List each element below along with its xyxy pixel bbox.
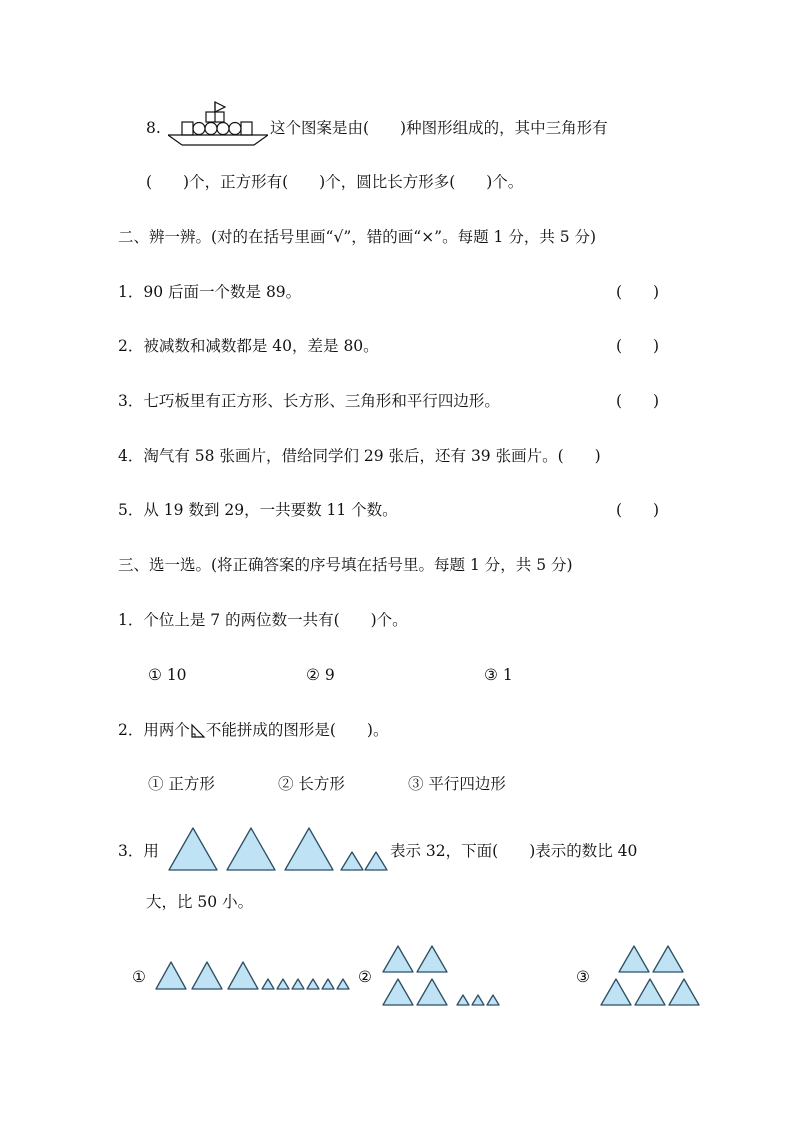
option-1-triangles <box>155 960 353 992</box>
s3-q1-option-2: ② 9 <box>306 666 335 684</box>
s3-q3-text-after: 表示 32，下面( )表示的数比 40 <box>390 842 638 860</box>
s3-q2-text-before: 2．用两个 <box>118 721 190 739</box>
s3-q3-option-2: ② <box>358 968 372 986</box>
s3-q1-option-3: ③ 1 <box>484 666 513 684</box>
large-triangle-icon <box>383 946 413 972</box>
s3-q2-option-2: ② 长方形 <box>278 775 345 793</box>
s2-item-5: 5．从 19 数到 29，一共要数 11 个数。 <box>118 501 398 519</box>
small-triangle-icon <box>341 852 363 870</box>
s3-q3-line2: 大，比 50 小。 <box>146 893 254 911</box>
section2-title: 二、辨一辨。(对的在括号里画“√”，错的画“×”。每题 1 分，共 5 分) <box>118 228 597 246</box>
large-triangle-icon <box>383 979 413 1005</box>
large-triangle-icon <box>601 979 631 1005</box>
q8-line2: ( )个，正方形有( )个，圆比长方形多( )个。 <box>146 173 524 191</box>
s3-q1: 1．个位上是 7 的两位数一共有( )个。 <box>118 611 408 629</box>
s2-item-2: 2．被减数和减数都是 40，差是 80。 <box>118 337 379 355</box>
s3-q3-option-3: ③ <box>576 968 590 986</box>
large-triangle-icon <box>228 962 258 989</box>
s3-q2 <box>118 719 388 741</box>
small-triangle-icon <box>307 979 319 989</box>
small-triangle-icon <box>322 979 334 989</box>
small-triangle-icon <box>457 995 469 1005</box>
large-triangle-icon <box>169 828 217 870</box>
option-3-triangles <box>598 944 704 1008</box>
q3-example-triangles <box>168 826 390 872</box>
large-triangle-icon <box>417 946 447 972</box>
s2-item-2-paren: ( ) <box>616 337 660 355</box>
large-triangle-icon <box>669 979 699 1005</box>
s3-q3-text-before: 3．用 <box>118 842 159 860</box>
s2-item-5-paren: ( ) <box>616 501 660 519</box>
small-triangle-icon <box>337 979 349 989</box>
q8-line1: 这个图案是由( )种图形组成的，其中三角形有 <box>270 119 608 137</box>
right-triangle-icon <box>190 723 206 739</box>
s2-item-3-paren: ( ) <box>616 392 660 410</box>
small-triangle-icon <box>472 995 484 1005</box>
small-triangle-icon <box>262 979 274 989</box>
large-triangle-icon <box>653 946 683 972</box>
large-triangle-icon <box>285 828 333 870</box>
large-triangle-icon <box>635 979 665 1005</box>
large-triangle-icon <box>619 946 649 972</box>
small-triangle-icon <box>277 979 289 989</box>
large-triangle-icon <box>192 962 222 989</box>
small-triangle-icon <box>365 852 387 870</box>
s3-q2-text-after: 不能拼成的图形是( )。 <box>205 721 389 739</box>
ship-figure <box>168 100 268 148</box>
s2-item-1-paren: ( ) <box>616 283 660 301</box>
section3-title: 三、选一选。(将正确答案的序号填在括号里。每题 1 分，共 5 分) <box>118 556 573 574</box>
s2-item-1: 1．90 后面一个数是 89。 <box>118 283 302 301</box>
option-2-triangles <box>380 944 502 1008</box>
large-triangle-icon <box>417 979 447 1005</box>
small-triangle-icon <box>292 979 304 989</box>
s3-q2-option-1: ① 正方形 <box>148 775 215 793</box>
s3-q3-option-1: ① <box>132 968 146 986</box>
s3-q1-option-1: ① 10 <box>148 666 187 684</box>
small-triangle-icon <box>487 995 499 1005</box>
s2-item-3: 3．七巧板里有正方形、长方形、三角形和平行四边形。 <box>118 392 500 410</box>
large-triangle-icon <box>156 962 186 989</box>
s2-item-4: 4．淘气有 58 张画片，借给同学们 29 张后，还有 39 张画片。( ) <box>118 447 601 465</box>
s3-q2-option-3: ③ 平行四边形 <box>408 775 506 793</box>
q8-number: 8. <box>146 119 161 137</box>
large-triangle-icon <box>227 828 275 870</box>
